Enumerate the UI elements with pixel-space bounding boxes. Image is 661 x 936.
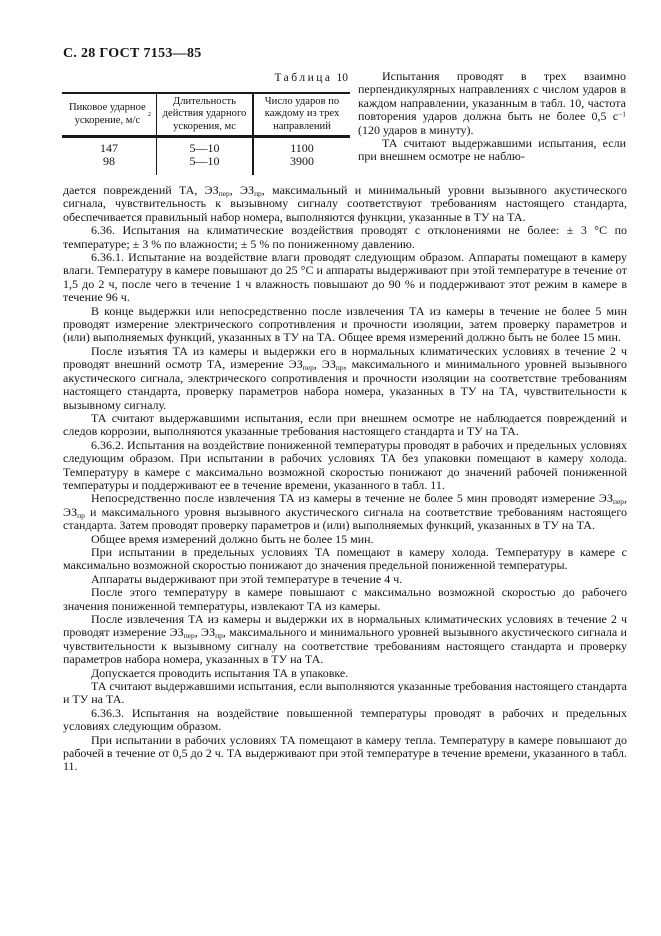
table-10	[62, 92, 350, 175]
body-text	[63, 184, 627, 774]
paragraph: ТА считают выдержавшими испытания, если при внешнем осмотре не наблюдается повреждений и следов коррозии, выполняются указанные требования настоящего стандарта и ТУ на ТА.	[63, 410, 627, 439]
table-column-values	[156, 138, 254, 175]
table-column-values	[254, 138, 350, 175]
table-col-header: Пиковое ударное ускорение, м/с 2	[68, 102, 151, 126]
table-cell: 98	[103, 153, 115, 168]
paragraph: Испытания проводят в трех взаимно перпендикулярных направлениях с числом ударов в каждом направлении, указанным в табл. 10, частота повторения ударов должна быть не более 0,5 $с^{-1}$ (120 ударов в минуту).	[358, 69, 626, 137]
intro-column	[358, 70, 626, 164]
table-col-header: Длительность действия ударного ускорения, мс	[156, 94, 254, 135]
paragraph: Допускается проводить испытания ТА в упаковке.	[91, 665, 349, 680]
table-body	[62, 138, 350, 175]
paragraph: Непосредственно после извлечения ТА из камеры в течение не более 5 мин проводят измерение $ЭЗ_{пер}$, $ЭЗ_{пр}$ и максимального уровня вызывного акустического сигнала на соответствие требованиям настоящего стандарта. Затем проводят проверку параметров и (или) выполняемых функций, указанных в ТУ на ТА.	[63, 491, 627, 533]
table-cell: 147	[100, 141, 118, 155]
paragraph: При испытании в предельных условиях ТА помещают в камеру холода. Температуру в камере с максимально возможной скоростью понижают до значения предельной пониженной температуры.	[63, 544, 627, 573]
table-caption	[62, 72, 348, 84]
table-cell: 1100	[290, 141, 314, 155]
paragraph: 6.36.1. Испытание на воздействие влаги проводят следующим образом. Аппараты помещают в камеру влаги. Температуру в камере повышают до 25 °С и аппараты выдерживают при этой температуре в течение от 1,5 до 2 ч, после чего в течение 1 ч влажность повышают до 90 % и поддерживают этот режим в камере в течение 96 ч.	[63, 250, 627, 305]
paragraph: 6.36.2. Испытания на воздействие пониженной температуры проводят в рабочих и предельных условиях следующим образом. При испытании в рабочих условиях ТА без упаковки помещают в камеру холода. Температуру в камере с максимально возможной скоростью понижают до значений рабочей пониженной температуры и поддерживают ее в течение времени, указанного в табл. 11.	[63, 437, 627, 492]
page-header: С. 28 ГОСТ 7153—85	[63, 46, 202, 61]
table-column-values	[62, 138, 156, 175]
paragraph: После этого температуру в камере повышают с максимально возможной скоростью до рабочего значения пониженной температуры, извлекают ТА из камеры.	[63, 585, 627, 613]
paragraph: 6.36. Испытания на климатические воздействия проводят с отклонениями не более: ± 3 °С по температуре; ± 3 % по влажности; ± 5 % по пониженному давлению.	[63, 223, 627, 251]
table-cell: 5—10	[189, 153, 220, 168]
paragraph: ТА считают выдержавшими испытания, если выполняются указанные требования настоящего стандарта и ТУ на ТА.	[63, 679, 627, 707]
paragraph: 6.36.3. Испытания на воздействие повышенной температуры проводят в рабочих и предельных условиях следующим образом.	[63, 705, 627, 734]
paragraph: После изъятия ТА из камеры и выдержки его в нормальных климатических условиях в течение 2 ч проводят внешний осмотр ТА, измерение $ЭЗ_{пер}$, $ЭЗ_{пр}$, максимального и минимального уровней вызывного акустического сигнала, электрического сопротивления и прочности изоляции на соответствие требованиям настоящего стандарта, проверку параметров набора номера, указанных в ТУ на ТА, чувствительности к вызывному сигналу.	[63, 343, 627, 412]
paragraph: После извлечения ТА из камеры и выдержки их в нормальных климатических условиях в течение 2 ч проводят измерение $ЭЗ_{пер}$, $ЭЗ_{пр}$, максимального и минимального уровней вызывного акустического сигнала и чувствительности к вызывному сигналу на соответствие требованиям настоящего стандарта и проверку параметров набора номера, указанных в ТУ на ТА.	[63, 612, 627, 667]
table-caption-word: Таблица	[274, 72, 333, 84]
table-block	[62, 72, 350, 175]
paragraph: В конце выдержки или непосредственно после извлечения ТА из камеры в течение не более 5 мин проводят измерение электрического сопротивления и прочности изоляции, затем проверку параметров и (или) выполняемых функций, указанных в ТУ на ТА. Общее время измерений должно быть не более 15 мин.	[63, 303, 627, 345]
paragraph: дается повреждений ТА, $ЭЗ_{пер}$, $ЭЗ_{пр}$, максимальный и минимальный уровни вызывного акустического сигнала, чувствительность к вызывному сигналу соответствуют требованиям настоящего стандарта, обеспечивается правильный набор номера, выполняются функции, указанные в ТУ на ТА.	[63, 183, 627, 224]
table-col-header: Число ударов по каждому из трех направлений	[264, 96, 340, 132]
table-cell: 5—10	[189, 141, 220, 155]
table-header-row	[62, 94, 350, 138]
table-caption-number: 10	[336, 72, 348, 84]
paragraph: При испытании в рабочих условиях ТА помещают в камеру тепла. Температуру в камере повышают до рабочей в течение от 0,5 до 2 ч. ТА выдерживают при этой температуре в течение времени, указанного в табл. 11.	[63, 732, 627, 774]
table-cell: 3900	[290, 153, 314, 168]
paragraph: Общее время измерений должно быть не более 15 мин.	[91, 531, 374, 546]
paragraph: ТА считают выдержавшими испытания, если при внешнем осмотре не наблю-	[358, 136, 626, 164]
paragraph: Аппараты выдерживают при этой температуре в течение 4 ч.	[91, 571, 403, 586]
